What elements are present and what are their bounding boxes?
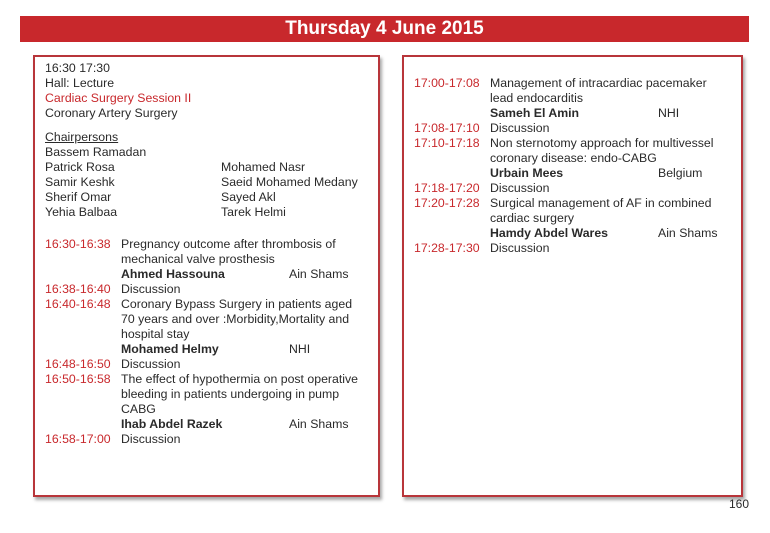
item-title: Pregnancy outcome after thrombosis of mechanical valve prosthesis [121, 237, 336, 266]
session-panel-right [402, 55, 743, 497]
chairperson: Mohamed Nasr [221, 160, 306, 174]
chairperson: Bassem Ramadan [45, 145, 147, 159]
program-item [45, 237, 375, 282]
presenter-name: Hamdy Abdel Wares [490, 226, 608, 240]
program-item [45, 432, 375, 447]
chairperson: Patrick Rosa [45, 160, 115, 174]
item-title: Surgical management of AF in combined cardiac surgery [490, 196, 712, 225]
program-item [45, 357, 375, 372]
program-item [414, 181, 744, 196]
presenter-name: Urbain Mees [490, 166, 564, 180]
presenter-name: Mohamed Helmy [121, 342, 219, 356]
presenter-name: Ahmed Hassouna [121, 267, 225, 281]
item-time: 17:00-17:08 [414, 76, 480, 90]
item-title: Coronary Bypass Surgery in patients aged 70 years and over :Morbidity,Mortality and hospital stay [121, 297, 353, 341]
program-item [414, 76, 744, 121]
item-title: Discussion [121, 282, 181, 296]
item-time: 16:40-16:48 [45, 297, 111, 311]
item-time: 17:28-17:30 [414, 241, 480, 255]
session-time: 16:30 17:30 [45, 61, 110, 75]
program-list-right [414, 76, 744, 256]
item-title: Management of intracardiac pacemaker lead endocarditis [490, 76, 707, 105]
item-title: Non sternotomy approach for multivessel coronary disease: endo-CABG [490, 136, 714, 165]
item-presenter-line [121, 342, 375, 357]
item-time: 16:30-16:38 [45, 237, 111, 251]
item-time: 16:58-17:00 [45, 432, 111, 446]
presenter-institution: Ain Shams [289, 267, 349, 281]
session-name: Cardiac Surgery Session II [45, 91, 192, 105]
page-number: 160 [729, 497, 750, 511]
item-presenter-line [121, 417, 375, 432]
chairpersons-label: Chairpersons [45, 130, 119, 144]
program-item [45, 372, 375, 432]
item-presenter-line [490, 106, 744, 121]
session-subtitle: Coronary Artery Surgery [45, 106, 178, 120]
item-title: The effect of hypothermia on post operative bleeding in patients undergoing in pump CABG [121, 372, 358, 416]
presenter-institution: Ain Shams [289, 417, 349, 431]
item-time: 17:08-17:10 [414, 121, 480, 135]
chairperson: Saeid Mohamed Medany [221, 175, 358, 189]
item-title: Discussion [490, 121, 550, 135]
program-item [45, 282, 375, 297]
item-presenter-line [490, 226, 744, 241]
chairperson: Samir Keshk [45, 175, 115, 189]
presenter-institution: Ain Shams [658, 226, 718, 240]
item-title: Discussion [121, 357, 181, 371]
chairpersons-column-2 [221, 160, 358, 220]
item-time: 16:48-16:50 [45, 357, 111, 371]
presenter-institution: NHI [658, 106, 680, 120]
program-list-left [45, 237, 375, 447]
item-presenter-line [490, 166, 744, 181]
item-title: Discussion [490, 241, 550, 255]
item-time: 17:18-17:20 [414, 181, 480, 195]
session-hall: Hall: Lecture [45, 76, 115, 90]
item-time: 17:20-17:28 [414, 196, 480, 210]
item-time: 16:50-16:58 [45, 372, 111, 386]
presenter-name: Sameh El Amin [490, 106, 580, 120]
session-panel-left [33, 55, 380, 497]
item-time: 17:10-17:18 [414, 136, 480, 150]
page-title: Thursday 4 June 2015 [20, 16, 749, 42]
item-title: Discussion [490, 181, 550, 195]
program-item [45, 297, 375, 357]
program-item [414, 241, 744, 256]
presenter-institution: NHI [289, 342, 311, 356]
chairperson: Sayed Akl [221, 190, 276, 204]
program-item [414, 121, 744, 136]
chairperson: Tarek Helmi [221, 205, 286, 219]
chairperson: Yehia Balbaa [45, 205, 118, 219]
item-title: Discussion [121, 432, 181, 446]
item-presenter-line [121, 267, 375, 282]
presenter-name: Ihab Abdel Razek [121, 417, 223, 431]
presenter-institution: Belgium [658, 166, 703, 180]
item-time: 16:38-16:40 [45, 282, 111, 296]
program-item [414, 136, 744, 181]
program-item [414, 196, 744, 241]
chairpersons-column-1 [45, 145, 146, 220]
chairperson: Sherif Omar [45, 190, 112, 204]
